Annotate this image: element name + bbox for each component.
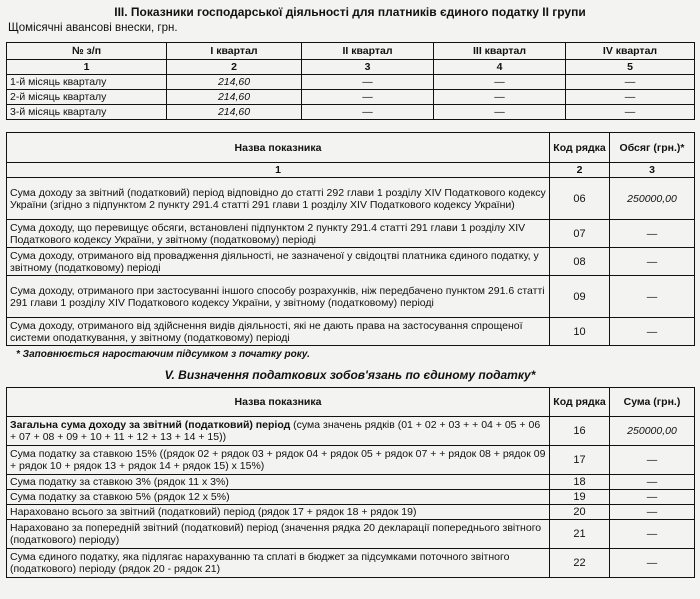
amount-value: 250000,00	[610, 178, 695, 220]
header-sum: Сума (грн.)	[610, 388, 695, 417]
row-code: 20	[550, 505, 610, 520]
row-code: 17	[550, 446, 610, 475]
table-row	[7, 475, 695, 490]
tax-liabilities-table	[6, 387, 695, 578]
colnum-4: 4	[434, 60, 566, 75]
row-code: 07	[550, 220, 610, 248]
row-code: 22	[550, 549, 610, 578]
table-row	[7, 417, 695, 446]
row-code: 08	[550, 248, 610, 276]
indicator-name: Сума податку за ставкою 15% ((рядок 02 + рядок 03 + рядок 04 + рядок 05 + рядок 07 + + рядок 08 + рядок 09 + рядок 10 + рядок 13 + рядок 14 + рядок 15) х 15%)	[7, 446, 550, 475]
q1-value: 214,60	[167, 105, 302, 120]
indicator-name: Сума доходу, отриманого від здійснення видів діяльності, які не дають права на застосування спрощеної системи оподаткування, у звітному (податковому) періоді	[7, 318, 550, 346]
colnum-3: 3	[610, 163, 695, 178]
sum-value: —	[610, 475, 695, 490]
header-q2: ІІ квартал	[302, 43, 434, 60]
q4-value: —	[566, 90, 695, 105]
header-q4: ІV квартал	[566, 43, 695, 60]
total-income-formula: (сума значень рядків (01 + 02 + 03 + + 04 + 05 + 06 + 07 + 08 + 09 + 10 + 11 + 12 + 13 + 14 + 15))	[10, 419, 541, 443]
indicator-name: Сума доходу, що перевищує обсяги, встановлені підпунктом 2 пункту 291.4 статті 291 глави 1 розділу ХІV Податкового кодексу України, у звітному (податковому) періоді	[7, 220, 550, 248]
section3-subtitle: Щомісячні авансові внески, грн.	[8, 22, 178, 34]
q1-value: 214,60	[167, 75, 302, 90]
indicator-name: Сума податку за ставкою 5% (рядок 12 х 5%)	[7, 490, 550, 505]
q2-value: —	[302, 90, 434, 105]
header-indicator-name: Назва показника	[7, 133, 550, 163]
q3-value: —	[434, 90, 566, 105]
q4-value: —	[566, 105, 695, 120]
q4-value: —	[566, 75, 695, 90]
table-row	[7, 105, 695, 120]
header-q1: І квартал	[167, 43, 302, 60]
indicator-name: Сума доходу, отриманого від провадження діяльності, не зазначеної у свідоцтві платника єдиного податку, у звітному (податковому) періоді	[7, 248, 550, 276]
row-code: 09	[550, 276, 610, 318]
section3-title: ІІІ. Показники господарської діяльності для платників єдиного податку ІІ групи	[114, 5, 586, 19]
header-row-code: Код рядка	[550, 388, 610, 417]
sum-value: —	[610, 505, 695, 520]
q2-value: —	[302, 75, 434, 90]
section5-title: V. Визначення податкових зобов'язань по єдиному податку*	[164, 368, 536, 382]
advance-payments-table	[6, 42, 695, 120]
indicator-name: Сума податку за ставкою 3% (рядок 11 х 3%)	[7, 475, 550, 490]
sum-value: —	[610, 446, 695, 475]
header-q3: ІІІ квартал	[434, 43, 566, 60]
colnum-1: 1	[7, 60, 167, 75]
table-row	[7, 178, 695, 220]
q3-value: —	[434, 75, 566, 90]
sum-value: —	[610, 490, 695, 505]
colnum-3: 3	[302, 60, 434, 75]
footnote: * Заповнюється наростаючим підсумком з початку року.	[16, 349, 310, 360]
sum-value: 250000,00	[610, 417, 695, 446]
header-amount: Обсяг (грн.)*	[610, 133, 695, 163]
sum-value: —	[610, 549, 695, 578]
colnum-2: 2	[550, 163, 610, 178]
q1-value: 214,60	[167, 90, 302, 105]
table-row	[7, 248, 695, 276]
header-number: № з/п	[7, 43, 167, 60]
row-code: 16	[550, 417, 610, 446]
q2-value: —	[302, 105, 434, 120]
header-indicator-name: Назва показника	[7, 388, 550, 417]
q3-value: —	[434, 105, 566, 120]
indicator-name: Нараховано за попередній звітний (податковий) період (значення рядка 20 декларації попереднього звітного (податкового) періоду)	[7, 520, 550, 549]
row-label: 1-й місяць кварталу	[7, 75, 167, 90]
table-row	[7, 90, 695, 105]
table-row	[7, 505, 695, 520]
table-row	[7, 276, 695, 318]
amount-value: —	[610, 220, 695, 248]
indicator-name	[7, 417, 550, 446]
colnum-2: 2	[167, 60, 302, 75]
table-row	[7, 220, 695, 248]
row-label: 2-й місяць кварталу	[7, 90, 167, 105]
table-row	[7, 549, 695, 578]
row-code: 18	[550, 475, 610, 490]
total-income-label: Загальна сума доходу за звітний (податковий) період	[10, 419, 291, 431]
amount-value: —	[610, 248, 695, 276]
indicator-name: Сума доходу за звітний (податковий) період відповідно до статті 292 глави 1 розділу ХІV Податкового кодексу України (згідно з підпунктом 2 пункту 291.4 статті 291 глави 1 розділу ХІV Податкового кодексу України)	[7, 178, 550, 220]
amount-value: —	[610, 276, 695, 318]
indicator-name: Сума доходу, отриманого при застосуванні іншого способу розрахунків, ніж передбачено пунктом 291.6 статті 291 глави 1 розділу ХІV Податкового кодексу України, у звітному (податковому) періоді	[7, 276, 550, 318]
row-label: 3-й місяць кварталу	[7, 105, 167, 120]
amount-value: —	[610, 318, 695, 346]
table-row	[7, 318, 695, 346]
colnum-5: 5	[566, 60, 695, 75]
indicator-name: Нараховано всього за звітний (податковий) період (рядок 17 + рядок 18 + рядок 19)	[7, 505, 550, 520]
row-code: 10	[550, 318, 610, 346]
row-code: 21	[550, 520, 610, 549]
table-row	[7, 490, 695, 505]
row-code: 06	[550, 178, 610, 220]
income-indicators-table	[6, 132, 695, 346]
table-row	[7, 446, 695, 475]
table-row	[7, 520, 695, 549]
sum-value: —	[610, 520, 695, 549]
indicator-name: Сума єдиного податку, яка підлягає нарахуванню та сплаті в бюджет за підсумками поточного звітного (податкового) періоду (рядок 20 - рядок 21)	[7, 549, 550, 578]
header-row-code: Код рядка	[550, 133, 610, 163]
colnum-1: 1	[7, 163, 550, 178]
table-row	[7, 75, 695, 90]
row-code: 19	[550, 490, 610, 505]
